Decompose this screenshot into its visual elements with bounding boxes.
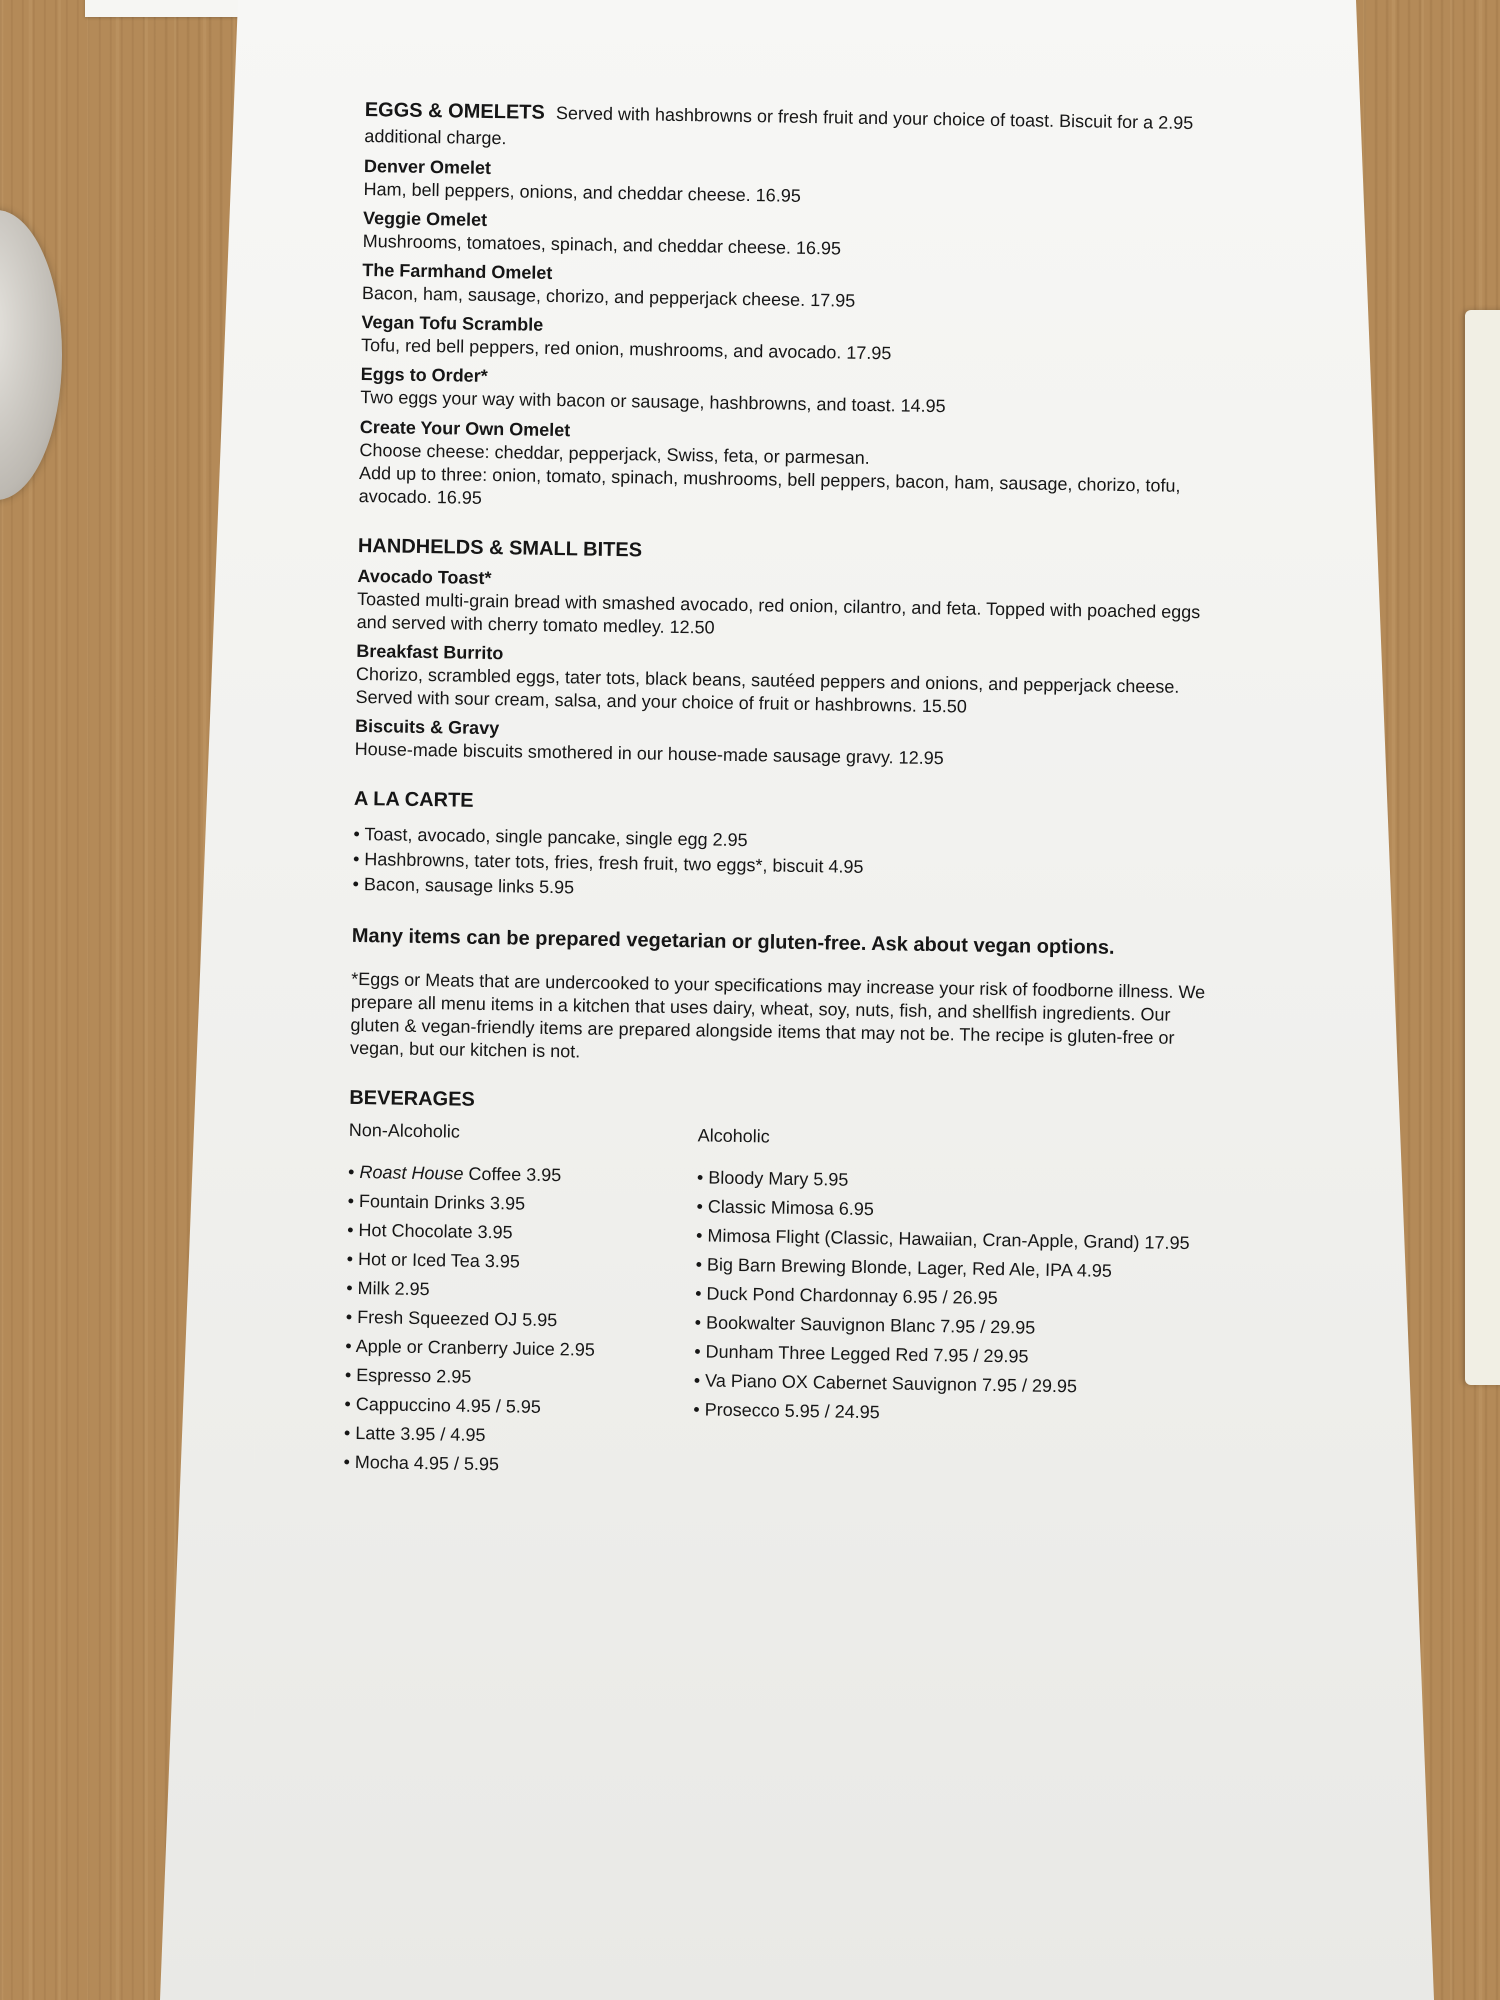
- item-name: Breakfast Burrito: [356, 641, 504, 664]
- item-name: Create Your Own Omelet: [359, 416, 571, 440]
- allergen-disclaimer: *Eggs or Meats that are undercooked to your specifications may increase your risk of foodborne illness. We prepare all menu items in a kitchen that uses dairy, wheat, soy, nuts, fish, and shellfish ingredients. Our gluten & vegan-friendly items are prepared alongside items that may not be. The recipe is gluten-free or vegan, but our kitchen is not.: [349, 968, 1206, 1062]
- menu-item: [357, 565, 1228, 648]
- alacarte-section-title: A LA CARTE: [353, 788, 474, 813]
- item-name: Vegan Tofu Scramble: [361, 312, 544, 336]
- item-name: Denver Omelet: [363, 156, 492, 179]
- eggs-section-note: Served with hashbrowns or fresh fruit and your choice of toast. Biscuit for a 2.95 additional charge.: [364, 103, 1194, 148]
- list-item: • Bacon, sausage links 5.95: [352, 873, 1222, 910]
- menu-item: [360, 363, 1231, 423]
- handhelds-section: [355, 534, 1228, 775]
- item-text: Coffee 3.95: [463, 1163, 562, 1185]
- beverages-section: [343, 1086, 1219, 1494]
- menu-item: [359, 415, 1230, 521]
- adjacent-menu-page: [1465, 310, 1500, 1385]
- handhelds-section-title: HANDHELDS & SMALL BITES: [357, 534, 643, 562]
- eggs-section-title: EGGS & OMELETS: [364, 98, 545, 124]
- item-description: Choose cheese: cheddar, pepperjack, Swiss, feta, or parmesan.: [359, 439, 870, 468]
- beverages-section-title: BEVERAGES: [349, 1086, 476, 1111]
- eggs-section: [359, 98, 1235, 521]
- item-description: Chorizo, scrambled eggs, tater tots, black beans, sautéed peppers and onions, and pepperjack cheese. Served with sour cream, salsa, and your choice of fruit or hashbrowns. 15.50: [355, 664, 1180, 717]
- list-item: • Fountain Drinks 3.95: [347, 1189, 696, 1218]
- item-name: Veggie Omelet: [362, 208, 488, 231]
- water-glass: [0, 210, 62, 500]
- non-alcoholic-heading: Non-Alcoholic: [348, 1120, 460, 1143]
- list-item: • Fresh Squeezed OJ 5.95: [346, 1306, 695, 1335]
- list-item: [348, 1160, 697, 1189]
- item-name: The Farmhand Omelet: [362, 260, 553, 284]
- item-name: Biscuits & Gravy: [354, 716, 500, 739]
- item-name: Avocado Toast*: [357, 566, 492, 589]
- menu-item: [355, 640, 1226, 723]
- list-item: • Hot or Iced Tea 3.95: [347, 1247, 696, 1276]
- item-description: Ham, bell peppers, onions, and cheddar cheese. 16.95: [363, 179, 801, 207]
- item-description: Toasted multi-grain bread with smashed avocado, red onion, cilantro, and feta. Topped with poached eggs and served with cherry tomato medley. 12.50: [356, 589, 1201, 638]
- menu-content: [343, 98, 1235, 1493]
- list-item: • Dunham Three Legged Red 7.95 / 29.95: [694, 1340, 1215, 1371]
- item-name: Eggs to Order*: [360, 364, 488, 387]
- list-item: • Prosecco 5.95 / 24.95: [693, 1398, 1214, 1429]
- list-item: • Latte 3.95 / 4.95: [344, 1422, 693, 1451]
- list-item: • Apple or Cranberry Juice 2.95: [345, 1335, 694, 1364]
- menu-item: [355, 715, 1226, 775]
- item-description: Mushrooms, tomatoes, spinach, and cheddar cheese. 16.95: [362, 231, 842, 259]
- item-description-extra: Add up to three: onion, tomato, spinach, mushrooms, bell peppers, bacon, ham, sausage, chorizo, tofu, avocado. 16.95: [358, 462, 1181, 508]
- menu-item: [363, 207, 1234, 267]
- list-item: • Toast, avocado, single pancake, single egg 2.95: [353, 823, 1223, 860]
- list-item: • Cappuccino 4.95 / 5.95: [344, 1393, 693, 1422]
- list-item: • Mimosa Flight (Classic, Hawaiian, Cran-Apple, Grand) 17.95: [696, 1224, 1217, 1255]
- list-item: • Hashbrowns, tater tots, fries, fresh fruit, two eggs*, biscuit 4.95: [353, 848, 1223, 885]
- menu-item: [363, 155, 1234, 215]
- menu-item: [361, 311, 1232, 371]
- background-paper-slip: [85, 0, 255, 17]
- item-description: House-made biscuits smothered in our house-made sausage gravy. 12.95: [354, 739, 944, 769]
- alacarte-section: [352, 787, 1224, 909]
- list-item: • Bookwalter Sauvignon Blanc 7.95 / 29.95: [695, 1311, 1216, 1342]
- brand-name: Roast House: [359, 1161, 464, 1184]
- list-item: • Espresso 2.95: [345, 1364, 694, 1393]
- list-item: • Classic Mimosa 6.95: [696, 1195, 1217, 1226]
- non-alcoholic-column: [343, 1119, 698, 1485]
- list-item: • Bloody Mary 5.95: [697, 1166, 1218, 1197]
- item-description: Bacon, ham, sausage, chorizo, and pepperjack cheese. 17.95: [361, 283, 856, 312]
- dietary-note: Many items can be prepared vegetarian or gluten-free. Ask about vegan options.: [351, 925, 1115, 960]
- item-description: Two eggs your way with bacon or sausage, hashbrowns, and toast. 14.95: [360, 387, 946, 417]
- list-item: • Mocha 4.95 / 5.95: [343, 1451, 692, 1480]
- list-item: • Milk 2.95: [346, 1276, 695, 1305]
- list-item: • Hot Chocolate 3.95: [347, 1218, 696, 1247]
- item-description: Tofu, red bell peppers, red onion, mushrooms, and avocado. 17.95: [360, 335, 892, 364]
- alcoholic-column: [692, 1125, 1219, 1494]
- beverage-columns: [343, 1119, 1219, 1493]
- list-item: • Big Barn Brewing Blonde, Lager, Red Ale, IPA 4.95: [695, 1253, 1216, 1284]
- alcoholic-heading: Alcoholic: [697, 1125, 770, 1147]
- list-item: • Va Piano OX Cabernet Sauvignon 7.95 / 29.95: [694, 1369, 1215, 1400]
- list-item: • Duck Pond Chardonnay 6.95 / 26.95: [695, 1282, 1216, 1313]
- menu-item: [362, 259, 1233, 319]
